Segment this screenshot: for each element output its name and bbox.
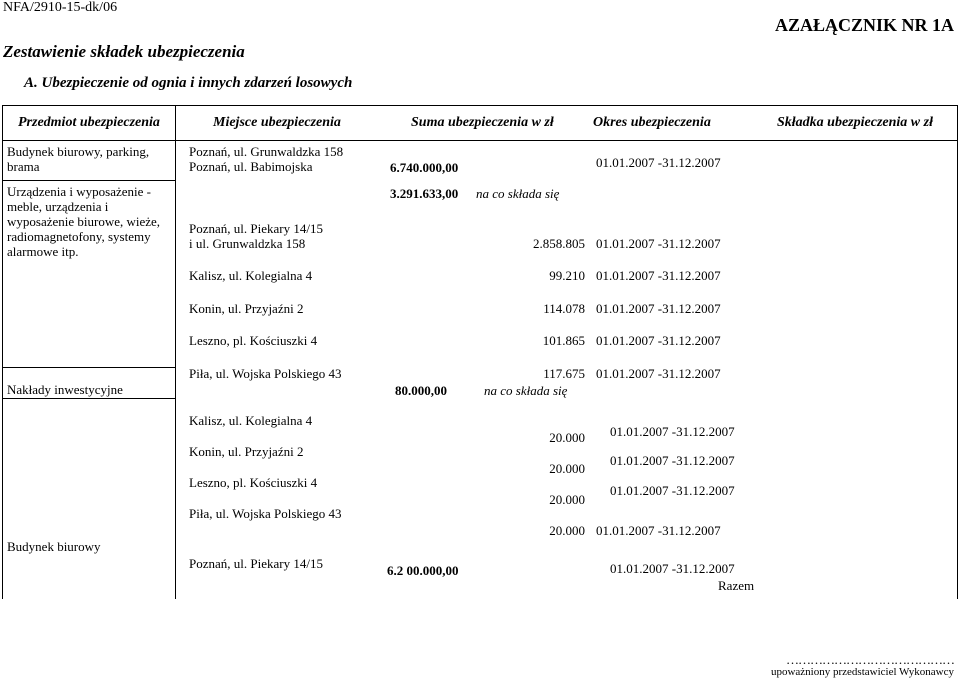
row2-item1-place-1: Poznań, ul. Piekary 14/15 — [189, 221, 323, 236]
row3-item4-place: Piła, ul. Wojska Polskiego 43 — [189, 506, 342, 521]
row3-subject: Nakłady inwestycyjne — [7, 382, 123, 397]
row2-note: na co składa się — [476, 186, 560, 201]
row3-item4-amount: 20.000 — [549, 523, 585, 538]
row4-subject: Budynek biurowy — [7, 539, 101, 554]
page-title: Zestawienie składek ubezpieczenia — [3, 42, 245, 61]
annex-label: AZAŁĄCZNIK NR 1A — [774, 15, 954, 35]
row2-item5-period: 01.01.2007 -31.12.2007 — [596, 366, 721, 381]
row3-item2-period: 01.01.2007 -31.12.2007 — [610, 453, 735, 468]
row2-item3-period: 01.01.2007 -31.12.2007 — [596, 301, 721, 316]
row3-item1-place: Kalisz, ul. Kolegialna 4 — [189, 413, 313, 428]
row2-item4-period: 01.01.2007 -31.12.2007 — [596, 333, 721, 348]
row3-item1-period: 01.01.2007 -31.12.2007 — [610, 424, 735, 439]
row3-item2-amount: 20.000 — [549, 461, 585, 476]
row2-item2-period: 01.01.2007 -31.12.2007 — [596, 268, 721, 283]
row1-subject: Budynek biurowy, parking, brama — [7, 144, 150, 174]
signature-dots: …………………………………… — [786, 652, 954, 667]
row2-subject: Urządzenia i wyposażenie - meble, urządzenia i wyposażenie biurowe, wieże, radiomagnetofony, systemy alarmowe itp. — [7, 184, 161, 259]
row2-total: 3.291.633,00 — [390, 186, 459, 201]
row4-place: Poznań, ul. Piekary 14/15 — [189, 556, 323, 571]
row3-item1-amount: 20.000 — [549, 430, 585, 445]
row2-item3-place: Konin, ul. Przyjaźni 2 — [189, 301, 304, 316]
column-header-place: Miejsce ubezpieczenia — [213, 115, 341, 130]
row2-item1-period: 01.01.2007 -31.12.2007 — [596, 236, 721, 251]
row3-note: na co składa się — [484, 383, 568, 398]
row4-sum: 6.2 00.000,00 — [387, 563, 459, 578]
column-header-period: Okres ubezpieczenia — [593, 115, 711, 130]
column-header-sum: Suma ubezpieczenia w zł — [411, 115, 554, 130]
row1-period: 01.01.2007 -31.12.2007 — [596, 155, 721, 170]
row2-item3-amount: 114.078 — [543, 301, 585, 316]
row1-place-1: Poznań, ul. Grunwaldzka 158 — [189, 144, 344, 159]
row3-item3-place: Leszno, pl. Kościuszki 4 — [189, 475, 318, 490]
row1-sum: 6.740.000,00 — [390, 160, 459, 175]
document-reference: NFA/2910-15-dk/06 — [3, 0, 118, 15]
row3-item3-period: 01.01.2007 -31.12.2007 — [610, 483, 735, 498]
row3-total: 80.000,00 — [395, 383, 447, 398]
row3-item4-period: 01.01.2007 -31.12.2007 — [596, 523, 721, 538]
row2-item5-place: Piła, ul. Wojska Polskiego 43 — [189, 366, 342, 381]
column-header-subject: Przedmiot ubezpieczenia — [18, 115, 160, 130]
row2-item1-place-2: i ul. Grunwaldzka 158 — [189, 236, 306, 251]
signature-caption: upoważniony przedstawiciel Wykonawcy — [770, 666, 954, 678]
row2-item2-place: Kalisz, ul. Kolegialna 4 — [189, 268, 313, 283]
row2-item1-amount: 2.858.805 — [533, 236, 585, 251]
row1-place-2: Poznań, ul. Babimojska — [189, 159, 313, 174]
row2-item2-amount: 99.210 — [549, 268, 585, 283]
total-label: Razem — [718, 578, 755, 593]
section-title: A. Ubezpieczenie od ognia i innych zdarzeń losowych — [24, 75, 353, 91]
row4-period: 01.01.2007 -31.12.2007 — [610, 561, 735, 576]
row2-item5-amount: 117.675 — [543, 366, 585, 381]
row3-item3-amount: 20.000 — [549, 492, 585, 507]
row2-item4-amount: 101.865 — [542, 333, 585, 348]
column-header-premium: Składka ubezpieczenia w zł — [777, 115, 933, 130]
row2-item4-place: Leszno, pl. Kościuszki 4 — [189, 333, 318, 348]
row3-item2-place: Konin, ul. Przyjaźni 2 — [189, 444, 304, 459]
